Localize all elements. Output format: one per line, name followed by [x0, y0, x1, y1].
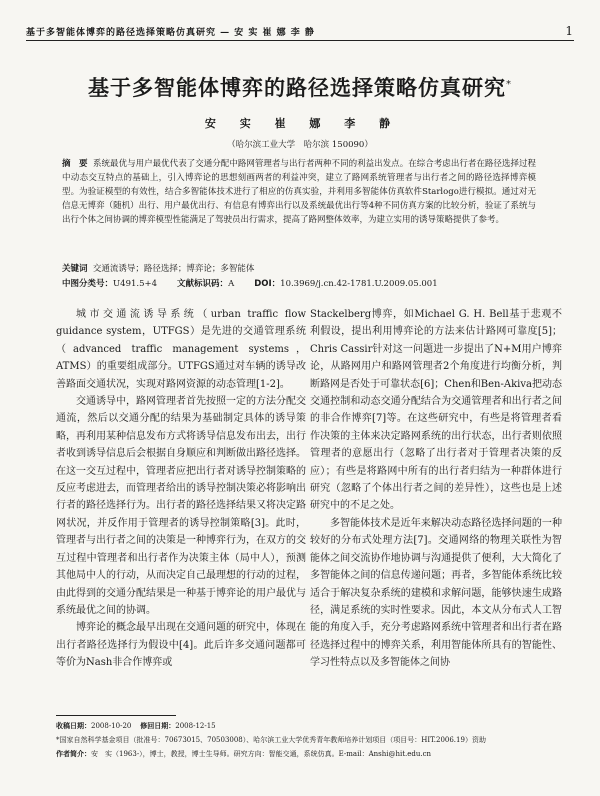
body-column-right [310, 306, 562, 672]
classification [62, 277, 536, 291]
abstract-label: 摘 要 [62, 159, 88, 169]
doc-code-label: 文献标识码： [177, 279, 229, 289]
clc-label: 中图分类号： [62, 279, 114, 289]
body-paragraph: Stackelberg博弈，如Michael G. H. Bell基于悲观不利假设，提出利用博弈论的方法来估计路网可靠度[5]；Chris Cassir针对这一问题进一步提出了N+M用户博弈论，从路网用户和路网管理者2个角度进行均衡分析，判断路网是否处于可靠状态[6]；Chen和Ben-Akiva把动态交通控制和动态交通分配结合为交通管理者和出行者之间的非合作博弈[7]等。在这些研究中，有些是将管理者看作决策的主体来决定路网系统的出行状态，出行者则依照管理者的意愿出行（忽略了出行者对于管理者决策的反应）；有些是将路网中所有的出行者归结为一种群体进行研究（忽略了个体出行者之间的差异性），这些也是上述研究中的不足之处。 [310, 309, 562, 512]
body-paragraph: 多智能体技术是近年来解决动态路径选择问题的一种较好的分布式处理方法[7]。交通网络的物理关联性为智能体之间交流协作地协调与沟通提供了便利，大大简化了多智能体之间的信息传递问题；再者，多智能体系统比较适合于解决复杂系统的建模和求解问题，能够快速生成路径，满足系统的实时性要求。因此，本文从分布式人工智能的角度入手，充分考虑路网系统中管理者和出行者在路径选择过程中的博弈关系，利用智能体所具有的智能性、学习性特点以及多智能体之间协 [310, 517, 562, 669]
doc-code: A [228, 279, 235, 289]
body-column-left [56, 306, 306, 672]
body-paragraph: 博弈论的概念最早出现在交通问题的研究中，体现在出行者路径选择行为假设中[4]。此后许多交通问题都可等价为Nash非合作博弈或 [56, 622, 306, 669]
author-bio-label: 作者简介： [56, 749, 91, 758]
title-footnote-mark: * [506, 79, 512, 90]
body-paragraph: 城市交通流诱导系统（urban traffic flow guidance system，UTFGS）是先进的交通管理系统（advanced traffic management systems，ATMS）的重要组成部分。UTFGS通过对车辆的诱导改善路面交通状况，实现对路网资源的动态管理[1-2]。 [56, 309, 306, 390]
keywords-text: 交通流诱导；路径选择；博弈论；多智能体 [92, 264, 255, 274]
running-head-title: 基于多智能体博弈的路径选择策略仿真研究 — 安 实 崔 娜 李 静 [26, 28, 315, 38]
clc-code: U491.5+4 [113, 279, 158, 289]
revised-date: 2008-12-15 [175, 722, 216, 730]
doi: 10.3969/j.cn.42-1781.U.2009.05.001 [280, 279, 438, 289]
keywords [62, 262, 536, 276]
paper-title [40, 72, 560, 102]
footnote-funding: *国家自然科学基金项目（批准号：70673015、70503008）、哈尔滨工业大学优秀青年教师培养计划项目（项目号：HIT.2006.19）资助 [56, 736, 486, 744]
authors: 安 实 崔 娜 李 静 [204, 117, 396, 130]
doi-label: DOI： [254, 279, 281, 289]
body-paragraph: 交通诱导中，路网管理者首先按照一定的方法分配交通流，然后以交通分配的结果为基础制定具体的诱导策略，再利用某种信息发布方式将诱导信息发布出去，出行者收到诱导信息后会根据自身顺应和判断做出路径选择。在这一交互过程中，管理者应把出行者对诱导控制策略的反应考虑进去，而管理者给出的诱导控制决策必将影响出行者的路径选择行为。出行者的路径选择结果又将决定路网状况，并反作用于管理者的诱导控制策略[3]。此时，管理者与出行者之间的决策是一种博弈行为，在双方的交互过程中管理者和出行者作为决策主体（局中人），预测其他局中人的行动，从而决定自己最理想的行动的过程，由此得到的交通分配结果是一种基于博弈论的用户最优与系统最优之间的协调。 [56, 396, 306, 616]
footnote-divider [56, 715, 176, 716]
received-label: 收稿日期： [56, 721, 91, 730]
abstract [62, 157, 536, 227]
abstract-text: 系统最优与用户最优代表了交通分配中路网管理者与出行者两种不同的利益出发点。在综合考虑出行者在路径选择过程中动态交互特点的基础上，引入博弈论的思想刻画两者的利益冲突，建立了路网系统管理者与出行者之间的路径选择博弈模型。为验证模型的有效性，结合多智能体技术进行了相应的仿真实验，并利用多智能体仿真软件Starlogo进行模拟。通过对无信息无博弈（随机）出行、用户最优出行、有信息有博弈出行以及系统最优出行等4种不同仿真方案的比较分析，验证了系统与出行个体之间协调的博弈模型性能满足了驾驶员出行需求，提高了路网整体效率，为建立实用的诱导策略提供了参考。 [62, 159, 536, 225]
revised-label: 修回日期： [140, 721, 176, 730]
received-date: 2008-10-20 [91, 722, 132, 730]
page-number: 1 [565, 24, 574, 38]
footnote-author [56, 747, 560, 761]
author-bio: 安 实（1963-），博士，教授，博士生导师。研究方向：智能交通，系统仿真。E-mail：Anshi@hit.edu.cn [91, 750, 432, 758]
keywords-label: 关键词 [62, 264, 88, 274]
footnote-dates [56, 719, 560, 733]
footnotes [56, 719, 560, 761]
affiliation: （哈尔滨工业大学 哈尔滨 150090） [227, 140, 373, 150]
running-head [26, 22, 574, 41]
paper-title-text: 基于多智能体博弈的路径选择策略仿真研究 [88, 76, 506, 100]
